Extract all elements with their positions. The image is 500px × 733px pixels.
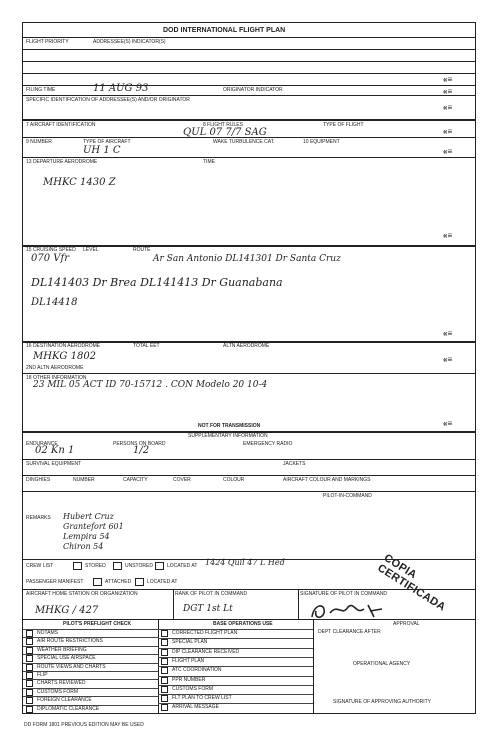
- remarks-line-3: Lempira 54: [63, 532, 110, 541]
- checklist-item: NOTAMS: [37, 630, 59, 636]
- located-checkbox[interactable]: [155, 562, 164, 570]
- end-arrow-icon: «≡: [443, 419, 453, 428]
- divider: [23, 137, 475, 138]
- route-line-1: Ar San Antonio DL141301 Dr Santa Cruz: [153, 254, 341, 264]
- base-ops-checkbox[interactable]: [161, 630, 168, 637]
- checklist-checkbox[interactable]: [26, 697, 33, 704]
- route-line-2: DL141403 Dr Brea DL141413 Dr Guanabana: [31, 276, 283, 289]
- field-9c-label: WAKE TURBULENCE CAT.: [213, 139, 275, 145]
- checklist-checkbox[interactable]: [26, 672, 33, 679]
- field-10-label: 10 EQUIPMENT: [303, 139, 340, 145]
- specific-id-label: SPECIFIC IDENTIFICATION OF ADDRESSEE(S) AND/OR ORIGINATOR: [26, 97, 190, 103]
- field-16-label: 16 DESTINATION AERODROME: [26, 343, 101, 349]
- home-station-value: MHKG / 427: [35, 605, 99, 616]
- divider: [23, 373, 475, 374]
- field-9b-label: TYPE OF AIRCRAFT: [83, 139, 131, 145]
- base-ops-checkbox[interactable]: [161, 649, 168, 656]
- filing-time-value: 11 AUG 93: [93, 83, 149, 94]
- field-16b-label: TOTAL EET: [133, 343, 160, 349]
- divider: [23, 37, 475, 38]
- base-ops-item: CUSTOMS FORM: [172, 685, 214, 692]
- base-ops-item: CORRECTED FLIGHT PLAN: [172, 630, 238, 636]
- divider: [23, 619, 475, 620]
- base-ops-item: DIP CLEARANCE RECEIVED: [172, 648, 240, 655]
- base-ops-checkbox[interactable]: [161, 639, 168, 646]
- base-ops-item: ATC COORDINATION: [172, 667, 222, 674]
- departure-value: MHKC 1430 Z: [43, 177, 116, 188]
- number-label: NUMBER: [73, 477, 95, 483]
- remarks-line-2: Grantefort 601: [63, 522, 124, 531]
- field-8b-label: TYPE OF FLIGHT: [323, 122, 364, 128]
- divider: [23, 157, 475, 158]
- end-arrow-icon: «≡: [443, 127, 453, 136]
- cover-label: COVER: [173, 477, 191, 483]
- aircraft-colour-label: AIRCRAFT COLOUR AND MARKINGS: [283, 477, 371, 483]
- field-8-label: 8 FLIGHT RULES: [203, 122, 243, 128]
- end-arrow-icon: «≡: [443, 329, 453, 338]
- remarks-line-4: Chiron 54: [63, 542, 104, 551]
- base-ops-label: BASE OPERATIONS USE: [213, 621, 273, 627]
- aircraft-type-value: UH 1 C: [83, 145, 121, 156]
- cruise-speed-value: 070 Vfr: [31, 253, 69, 264]
- field-18-label: 18 OTHER INFORMATION: [26, 375, 87, 381]
- colour-label: COLOUR: [223, 477, 245, 483]
- located-value: 1424 Quil 47 L Hed: [205, 558, 285, 567]
- checklist-item: CUSTOMS FORM: [37, 688, 79, 695]
- unstored-checkbox[interactable]: [113, 562, 122, 570]
- field-7-label: 7 AIRCRAFT IDENTIFICATION: [26, 122, 96, 128]
- crew-list-label: CREW LIST: [26, 563, 54, 569]
- not-transmission-label: NOT FOR TRANSMISSION: [198, 423, 261, 429]
- endurance-value: 02 Kn 1: [35, 445, 75, 456]
- passenger-manifest-label: PASSENGER MANIFEST: [26, 579, 84, 585]
- base-ops-item: SPECIAL PLAN: [172, 639, 208, 646]
- flight-checklist-label: PILOT'S PREFLIGHT CHECK: [63, 621, 132, 627]
- dept-clearance-label: DEPT CLEARANCE AFTER: [318, 629, 381, 635]
- rank-label: RANK OF PILOT IN COMMAND: [175, 591, 248, 597]
- divider-v: [173, 589, 174, 619]
- end-arrow-icon: «≡: [443, 103, 453, 112]
- flight-priority-label: FLIGHT PRIORITY: [26, 39, 69, 45]
- base-ops-checkbox[interactable]: [161, 658, 168, 665]
- remarks-label: REMARKS: [26, 515, 51, 521]
- persons-value: 1/2: [133, 445, 150, 456]
- endurance-label: ENDURANCE: [26, 441, 58, 447]
- operational-label: OPERATIONAL AGENCY: [353, 661, 411, 667]
- home-station-label: AIRCRAFT HOME STATION OR ORGANIZATION: [26, 591, 138, 597]
- filing-time-label: FILING TIME: [26, 87, 56, 93]
- field-15c-label: ROUTE: [133, 247, 151, 253]
- checklist-checkbox[interactable]: [26, 706, 33, 713]
- route-line-3: DL14418: [31, 297, 78, 308]
- signature-approving-label: SIGNATURE OF APPROVING AUTHORITY: [333, 699, 431, 705]
- checklist-item: ROUTE VIEWS AND CHARTS: [37, 663, 106, 670]
- stored-label: STORED: [85, 563, 106, 569]
- divider-v: [298, 589, 299, 619]
- signature-label: SIGNATURE OF PILOT IN COMMAND: [300, 591, 388, 597]
- divider: [23, 459, 475, 460]
- pilot-in-command-label: PILOT-IN-COMMAND: [323, 493, 372, 499]
- checklist-checkbox[interactable]: [26, 630, 33, 637]
- field-9-label: 9 NUMBER: [26, 139, 52, 145]
- checklist-item: AIR ROUTE RESTRICTIONS: [37, 638, 103, 645]
- field-13b-label: TIME: [203, 159, 215, 165]
- checklist-checkbox[interactable]: [26, 638, 33, 645]
- other-info-value: 23 MIL 05 ACT ID 70-15712 . CON Modelo 20 10-4: [33, 380, 268, 390]
- checklist-item: DIPLOMATIC CLEARANCE: [37, 705, 100, 712]
- emergency-label: EMERGENCY RADIO: [243, 441, 293, 447]
- checklist-checkbox[interactable]: [26, 680, 33, 687]
- base-ops-item: ARRIVAL MESSAGE: [172, 704, 219, 711]
- rank-value: DGT 1st Lt: [183, 604, 233, 614]
- destination-value: MHKG 1802: [33, 351, 97, 362]
- flight-plan-form: [22, 22, 476, 714]
- field-15b-label: LEVEL: [83, 247, 99, 253]
- divider: [23, 61, 475, 62]
- attached-checkbox[interactable]: [93, 578, 102, 586]
- field-16c-label: ALTN AERODROME: [223, 343, 270, 349]
- field-13-label: 13 DEPARTURE AERODROME: [26, 159, 98, 165]
- base-ops-item: FLIGHT PLAN: [172, 657, 205, 664]
- base-ops-checkbox[interactable]: [161, 704, 168, 711]
- pilot-signature-image: [308, 599, 398, 621]
- dinghies-label: DINGHIES: [26, 477, 51, 483]
- jackets-label: JACKETS: [283, 461, 306, 467]
- capacity-label: CAPACITY: [123, 477, 148, 483]
- end-arrow-icon: «≡: [443, 75, 453, 84]
- end-arrow-icon: «≡: [443, 87, 453, 96]
- divider: [23, 95, 475, 96]
- end-arrow-icon: «≡: [443, 147, 453, 156]
- divider-v: [313, 619, 314, 713]
- checklist-item: SPECIAL USE AIRSPACE: [37, 655, 96, 662]
- checklist-item: FLIP: [37, 672, 48, 678]
- located-label: LOCATED AT: [167, 563, 198, 569]
- checklist-item: WEATHER BRIEFING: [37, 646, 87, 653]
- checklist-checkbox[interactable]: [26, 664, 33, 671]
- unstored-label: UNSTORED: [125, 563, 153, 569]
- base-ops-checkbox[interactable]: [161, 695, 168, 702]
- base-ops-item: FLT PLAN TO CREW LIST: [172, 695, 232, 702]
- divider: [23, 119, 475, 121]
- form-title: DOD INTERNATIONAL FLIGHT PLAN: [163, 27, 286, 34]
- base-ops-checkbox[interactable]: [161, 686, 168, 693]
- checklist-checkbox[interactable]: [26, 689, 33, 696]
- divider: [23, 49, 475, 50]
- divider: [23, 491, 475, 492]
- divider: [23, 85, 475, 86]
- checklist-item: FOREIGN CLEARANCE: [37, 697, 92, 704]
- end-arrow-icon: «≡: [443, 355, 453, 364]
- form-footer: DD FORM 1801 PREVIOUS EDITION MAY BE USED: [24, 722, 144, 728]
- field-16d-label: 2ND ALTN AERODROME: [26, 365, 84, 371]
- survival-label: SURVIVAL EQUIPMENT: [26, 461, 82, 467]
- end-arrow-icon: «≡: [443, 231, 453, 240]
- located2-label: LOCATED AT: [147, 579, 178, 585]
- approval-label: APPROVAL: [393, 621, 420, 627]
- checklist-checkbox[interactable]: [26, 655, 33, 662]
- checklist-checkbox[interactable]: [26, 647, 33, 654]
- addressee-label: ADDRESSEE(S) INDICATOR(S): [93, 39, 166, 45]
- persons-label: PERSONS ON BOARD: [113, 441, 166, 447]
- divider: [23, 73, 475, 74]
- attached-label: ATTACHED: [105, 579, 132, 585]
- divider: [23, 475, 475, 476]
- located2-checkbox[interactable]: [135, 578, 144, 586]
- supplementary-label: SUPPLEMENTARY INFORMATION: [188, 433, 268, 439]
- base-ops-item: PPR NUMBER: [172, 676, 206, 683]
- base-ops-checkbox[interactable]: [161, 677, 168, 684]
- certified-copy-stamp: COPIA CERTIFICADA: [375, 552, 448, 614]
- field-15-label: 15 CRUISING SPEED: [26, 247, 76, 253]
- remarks-line-1: Hubert Cruz: [63, 512, 114, 521]
- originator-label: ORIGINATOR INDICATOR: [223, 87, 283, 93]
- checklist-item: CHARTS REVIEWED: [37, 680, 86, 687]
- aircraft-id-value: QUL 07 7/7 SAG: [183, 127, 267, 138]
- base-ops-checkbox[interactable]: [161, 667, 168, 674]
- stored-checkbox[interactable]: [73, 562, 82, 570]
